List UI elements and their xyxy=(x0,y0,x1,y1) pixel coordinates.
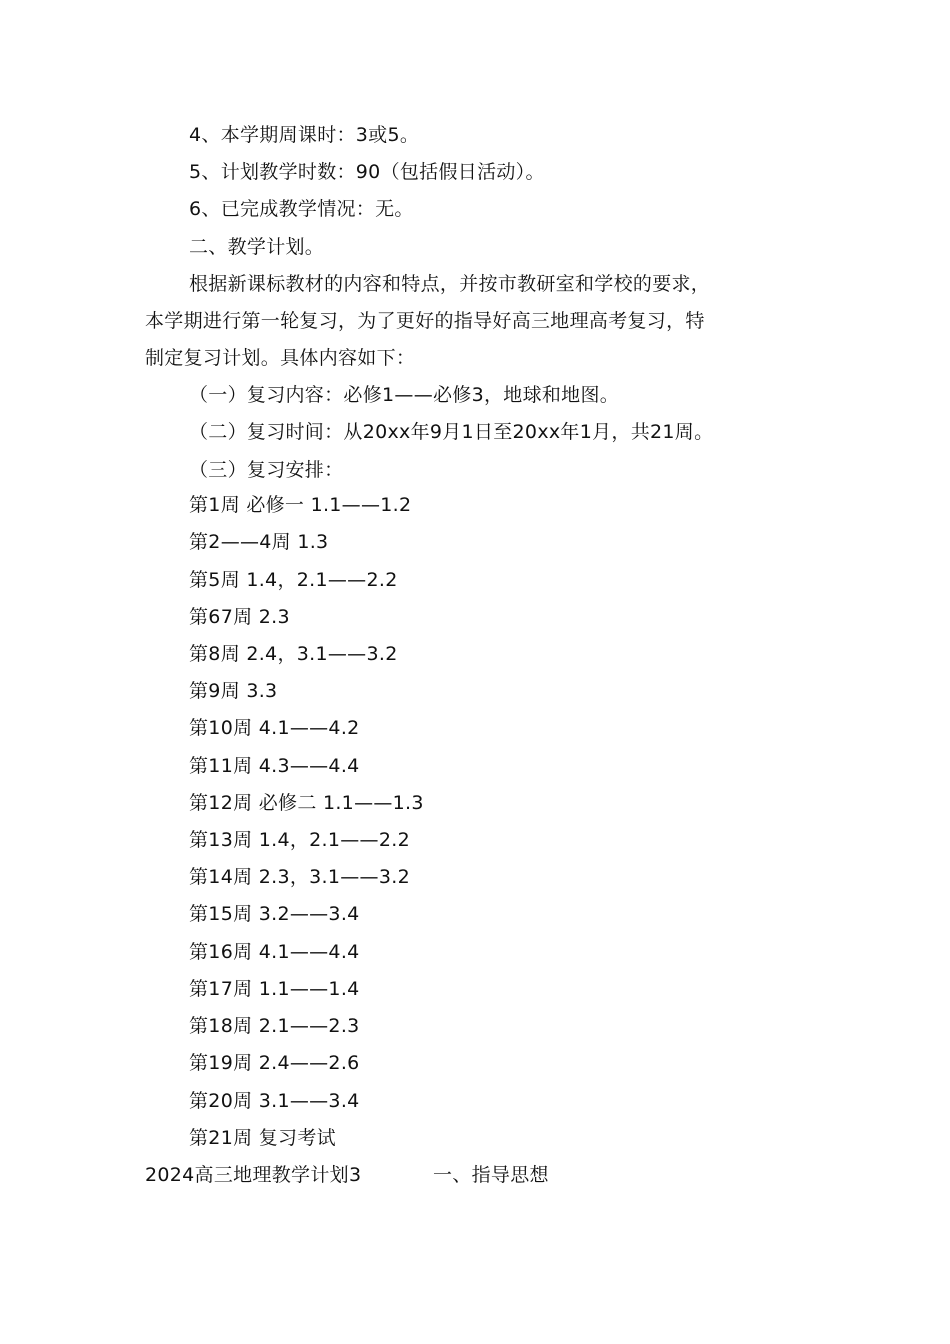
paragraph-line: 本学期进行第一轮复习，为了更好的指导好高三地理高考复习，特 xyxy=(145,310,705,332)
schedule-item: 第15周 3.2——3.4 xyxy=(189,903,360,925)
schedule-item: 第16周 4.1——4.4 xyxy=(189,941,360,963)
schedule-item: 第10周 4.1——4.2 xyxy=(189,717,360,739)
schedule-item: 第8周 2.4，3.1——3.2 xyxy=(189,643,398,665)
schedule-item: 第67周 2.3 xyxy=(189,606,290,628)
text-line: （二）复习时间：从20xx年9月1日至20xx年1月，共21周。 xyxy=(189,421,714,443)
text-line: 6、已完成教学情况：无。 xyxy=(189,198,414,220)
schedule-item: 第9周 3.3 xyxy=(189,680,278,702)
next-section-heading: 一、指导思想 xyxy=(433,1164,549,1186)
text-line: （三）复习安排： xyxy=(189,459,344,481)
schedule-item: 第12周 必修二 1.1——1.3 xyxy=(189,792,424,814)
schedule-item: 第18周 2.1——2.3 xyxy=(189,1015,360,1037)
schedule-item: 第19周 2.4——2.6 xyxy=(189,1052,360,1074)
schedule-item: 第14周 2.3，3.1——3.2 xyxy=(189,866,410,888)
text-line: 5、计划教学时数：90（包括假日活动）。 xyxy=(189,161,545,183)
schedule-item: 第2——4周 1.3 xyxy=(189,531,329,553)
paragraph-line: 制定复习计划。具体内容如下： xyxy=(145,347,416,369)
schedule-item: 第21周 复习考试 xyxy=(189,1127,336,1149)
paragraph-line: 根据新课标教材的内容和特点，并按市教研室和学校的要求， xyxy=(189,273,711,295)
next-plan-title: 2024高三地理教学计划3 xyxy=(145,1164,362,1186)
section-heading: 二、教学计划。 xyxy=(189,236,325,258)
schedule-item: 第13周 1.4，2.1——2.2 xyxy=(189,829,410,851)
text-line: 4、本学期周课时：3或5。 xyxy=(189,124,420,146)
text-line: （一）复习内容：必修1——必修3，地球和地图。 xyxy=(189,384,620,406)
schedule-item: 第1周 必修一 1.1——1.2 xyxy=(189,494,412,516)
schedule-item: 第11周 4.3——4.4 xyxy=(189,755,360,777)
schedule-item: 第5周 1.4，2.1——2.2 xyxy=(189,569,398,591)
schedule-item: 第20周 3.1——3.4 xyxy=(189,1090,360,1112)
schedule-item: 第17周 1.1——1.4 xyxy=(189,978,360,1000)
